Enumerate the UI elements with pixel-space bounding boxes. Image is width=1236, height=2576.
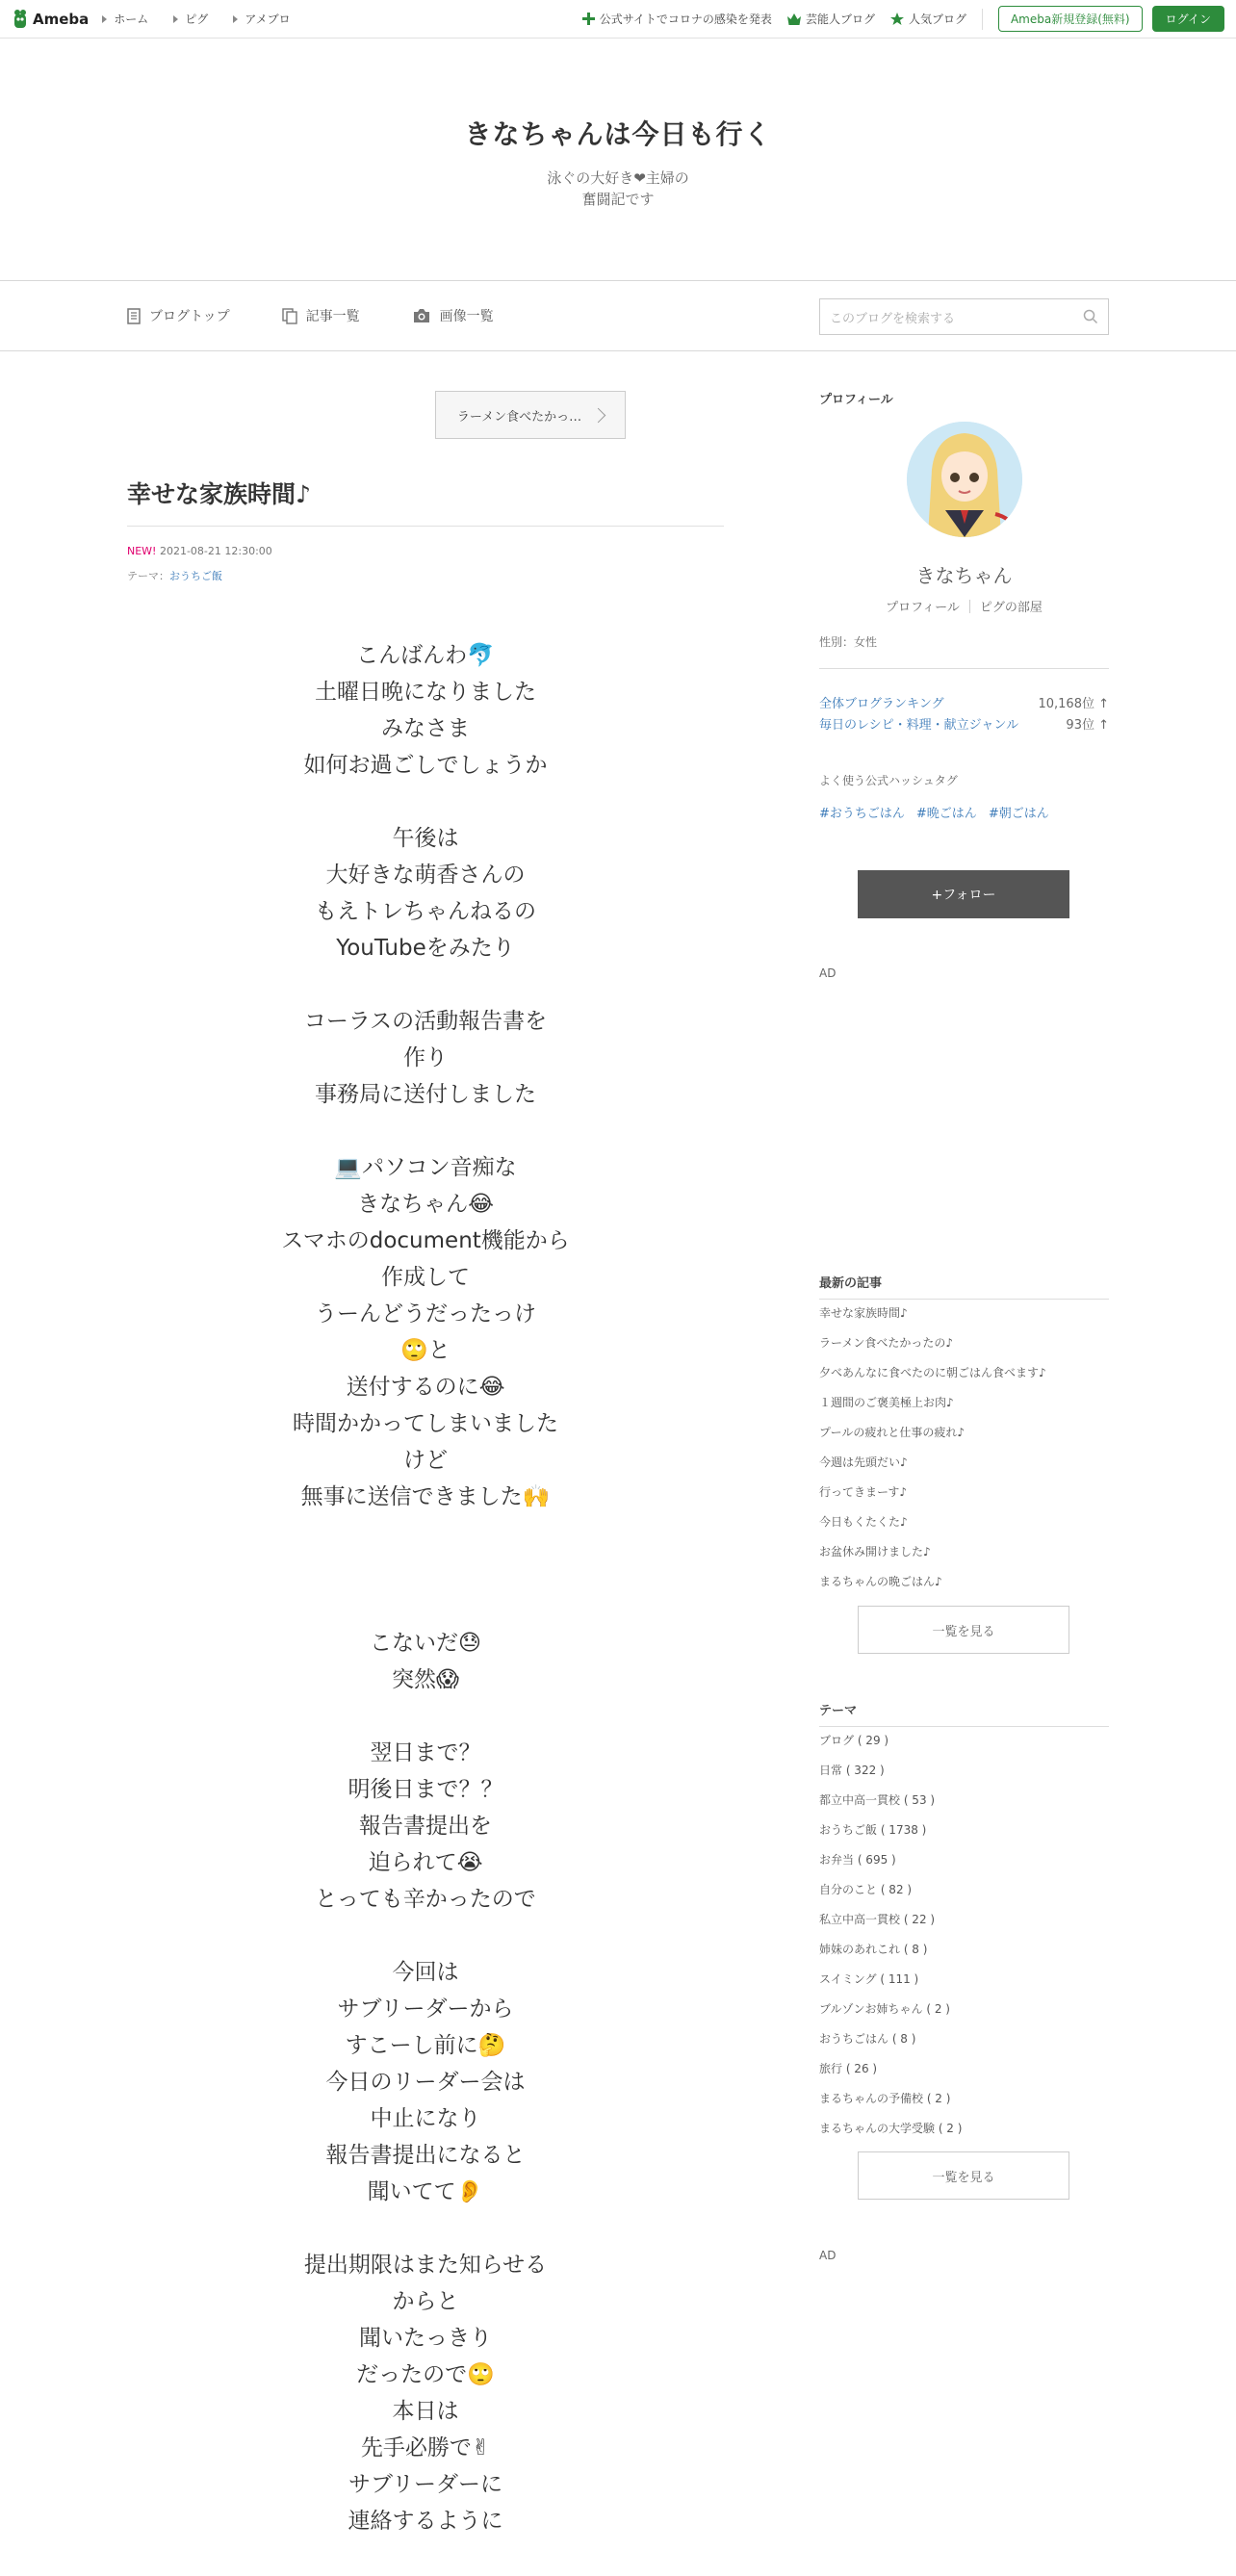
paragraph-gap [127, 2210, 724, 2247]
link-celebrity-label: 芸能人ブログ [805, 13, 875, 26]
entry-body [127, 637, 724, 2576]
see-all-entries-button[interactable]: 一覧を見る [858, 1606, 1069, 1654]
entry-datetime: 2021-08-21 12:30:00 [159, 545, 272, 557]
nav-ameblo-label: アメブロ [245, 13, 291, 26]
pig-room-link[interactable]: ピグの部屋 [979, 601, 1043, 615]
hashtag-link[interactable]: #晩ごはん [915, 807, 977, 821]
hashtag-link[interactable]: #朝ごはん [988, 807, 1049, 821]
entry-line: 土曜日晩になりました [315, 680, 536, 705]
nav-blog-top-label: ブログトップ [149, 309, 230, 324]
entry-line: からと [392, 2289, 459, 2314]
entry-line: 明後日まで？？ [348, 1777, 503, 1802]
theme-label: テーマ： [127, 570, 169, 582]
entry-line: きなちゃん😂 [357, 1192, 494, 1217]
star-icon [890, 13, 904, 26]
blog-description [0, 167, 1236, 210]
profile-heading: プロフィール [819, 393, 893, 407]
crown-icon [787, 13, 801, 25]
entry-line: 突然😱 [392, 1667, 459, 1692]
entry-paragraph [127, 1735, 724, 1918]
recent-entry-link[interactable]: 夕べあんなに食べたのに朝ごはん食べます♪ [819, 1366, 1046, 1379]
search-icon[interactable] [1083, 309, 1098, 324]
divider [819, 668, 1109, 669]
entry-line: 💻パソコン音痴な [334, 1155, 517, 1180]
sidebar [819, 389, 1109, 2262]
theme-link[interactable]: 私立中高一貫校 ( 22 ) [819, 1913, 936, 1926]
entry-line: 提出期限はまた知らせる [303, 2253, 548, 2278]
paragraph-gap [127, 1918, 724, 1954]
entry-line: 先手必勝で✌ [360, 2435, 491, 2460]
entry-line: 午後は [392, 826, 459, 851]
nav-image-list-label: 画像一覧 [439, 309, 494, 324]
entry-line: 迫られて😭 [368, 1850, 483, 1875]
theme-link[interactable]: お弁当 ( 695 ) [819, 1853, 896, 1867]
ameba-mascot-icon [12, 9, 29, 30]
divider [969, 600, 970, 613]
entry-line: 作成して [381, 1265, 470, 1290]
entry-line: 🙄と [400, 1338, 451, 1363]
theme-link[interactable]: 姉妹のあれこれ ( 8 ) [819, 1943, 928, 1956]
recent-entry-link[interactable]: まるちゃんの晩ごはん♪ [819, 1575, 942, 1588]
recent-entry-link[interactable]: 今週は先頭だい♪ [819, 1455, 908, 1469]
ranking-row [819, 693, 1109, 711]
blog-search[interactable] [819, 298, 1109, 335]
paragraph-gap [127, 966, 724, 1003]
ranking-value: 93位 ↑ [1066, 718, 1109, 733]
recent-entry-link[interactable]: 幸せな家族時間♪ [819, 1306, 908, 1320]
theme-link[interactable]: まるちゃんの大学受験 ( 2 ) [819, 2122, 963, 2135]
entry-line: すこーし前に🤔 [345, 2033, 506, 2058]
nav-image-list[interactable] [412, 306, 494, 325]
entry-line: コーラスの活動報告書を [303, 1009, 548, 1034]
entry-line: こないだ😓 [370, 1631, 481, 1656]
entry-line: 今回は [392, 1960, 459, 1985]
new-badge: NEW! [127, 545, 157, 557]
blog-title[interactable]: きなちゃんは今日も行く [464, 118, 772, 150]
previous-entry-label: ラーメン食べたかっ… [456, 409, 582, 425]
theme-link[interactable]: 都立中高一貫校 ( 53 ) [819, 1793, 936, 1807]
entry-line: 作り [403, 1045, 448, 1070]
recent-entry-link[interactable]: プールの疲れと仕事の疲れ♪ [819, 1426, 966, 1439]
entry-line: 送付するのに😂 [346, 1375, 505, 1400]
theme-link[interactable]: 自分のこと ( 82 ) [819, 1883, 913, 1896]
plus-icon [582, 13, 595, 25]
themes-list [819, 1731, 1109, 2149]
entry-line: 本日は [392, 2399, 459, 2424]
blog-header [0, 39, 1236, 281]
recent-entry-link[interactable]: ラーメン食べたかったの♪ [819, 1336, 954, 1350]
paragraph-gap [127, 1515, 724, 1552]
entry-line: 報告書提出になると [325, 2143, 526, 2168]
theme-link[interactable]: おうちごはん ( 8 ) [819, 2032, 916, 2046]
entry-paragraph [127, 1954, 724, 2210]
entry-line: とっても辛かったので [315, 1887, 536, 1912]
title-divider [127, 526, 724, 527]
register-button[interactable]: Ameba新規登録(無料) [998, 6, 1143, 32]
ameba-logo[interactable] [12, 9, 89, 30]
camera-icon [412, 308, 431, 323]
profile-name[interactable]: きなちゃん [915, 564, 1013, 587]
ad-label: AD [819, 2249, 837, 2262]
document-icon [127, 308, 141, 324]
theme-link[interactable]: まるちゃんの予備校 ( 2 ) [819, 2092, 951, 2105]
global-nav [102, 11, 290, 27]
entry-paragraph [127, 820, 724, 966]
entry-line: サブリーダーから [337, 1996, 514, 2022]
global-right [582, 6, 1224, 32]
hashtag-link[interactable]: #おうちごはん [819, 807, 905, 821]
entry-meta [127, 545, 272, 557]
recent-entries-list [819, 1303, 1109, 1602]
theme-link[interactable]: スイミング ( 111 ) [819, 1972, 919, 1986]
ranking-value: 10,168位 ↑ [1038, 697, 1109, 711]
nav-pigg-label: ピグ [185, 13, 209, 26]
entry-line: 聞いたっきり [359, 2326, 492, 2351]
nav-entry-list[interactable] [282, 306, 360, 325]
entry-paragraph [127, 1003, 724, 1113]
entry-line: 如何お過ごしでしょうか [303, 753, 548, 778]
triangle-icon [233, 15, 238, 23]
avatar[interactable] [907, 422, 1022, 537]
entry-line: だったので🙄 [356, 2362, 495, 2387]
theme-link[interactable]: ブルゾンお姉ちゃん ( 2 ) [819, 2002, 950, 2016]
entry-line: みなさま [381, 716, 470, 741]
entry-theme [127, 568, 222, 583]
entry-line: 中止になり [370, 2106, 481, 2131]
theme-link[interactable]: ブログ ( 29 ) [819, 1734, 889, 1747]
entry-line: こんばんわ🐬 [356, 643, 495, 668]
entry-paragraph [127, 637, 724, 784]
entry-title[interactable]: 幸せな家族時間♪ [127, 480, 311, 508]
ranking-row [819, 714, 1109, 733]
theme-link[interactable]: 旅行 ( 26 ) [819, 2062, 878, 2075]
blog-description-line: 泳ぐの大好き❤主婦の [547, 169, 689, 187]
nav-ameblo[interactable] [233, 11, 290, 27]
divider [982, 9, 983, 30]
recent-entry-link[interactable]: 行ってきまーす♪ [819, 1485, 908, 1499]
global-header [0, 0, 1236, 39]
paragraph-gap [127, 1698, 724, 1735]
theme-link[interactable]: 日常 ( 322 ) [819, 1764, 885, 1777]
profile-gender: 性別：女性 [819, 635, 878, 649]
ad-label: AD [819, 966, 837, 980]
entry-line: サブリーダーに [348, 2472, 503, 2497]
entry-paragraph [127, 1625, 724, 1698]
entry-line: うーんどうだったっけ [315, 1301, 536, 1327]
ranking-link[interactable]: 毎日のレシピ・料理・献立ジャンル [819, 718, 1019, 733]
profile-link[interactable]: プロフィール [886, 601, 960, 615]
link-celebrity[interactable] [787, 11, 875, 27]
paragraph-gap [127, 2539, 724, 2576]
entry-line: 今日のリーダー会は [325, 2070, 526, 2095]
entry-line: スマホのdocument機能から [281, 1228, 570, 1253]
link-popular-label: 人気ブログ [908, 13, 966, 26]
recent-entry-link[interactable]: １週間のご褒美極上お肉♪ [819, 1396, 954, 1409]
nav-entry-list-label: 記事一覧 [305, 309, 360, 324]
entry-line [127, 1552, 724, 1588]
entry-line: 時間かかってしまいました [293, 1411, 558, 1436]
entry-line: 翌日まで？ [370, 1740, 481, 1765]
entry-line: 聞いてて👂 [367, 2179, 484, 2204]
nav-home[interactable] [102, 11, 148, 27]
nav-home-label: ホーム [114, 13, 149, 26]
entry-line: 報告書提出を [359, 1814, 492, 1839]
nav-pigg[interactable] [173, 11, 208, 27]
entry-line: YouTubeをみたり [336, 936, 515, 961]
entry-line: 連絡するように [348, 2509, 503, 2534]
recent-entry-link[interactable]: 今日もくたくた♪ [819, 1515, 908, 1529]
avatar-illustration [907, 422, 1022, 537]
recent-entry-link[interactable]: お盆休み開けました♪ [819, 1545, 931, 1558]
hashtag-heading: よく使う公式ハッシュタグ [819, 774, 958, 787]
copy-icon [282, 308, 297, 324]
follow-button[interactable]: +フォロー [858, 870, 1069, 918]
see-all-themes-button[interactable]: 一覧を見る [858, 2151, 1069, 2200]
previous-entry-button[interactable] [435, 391, 626, 439]
ranking-link[interactable]: 全体ブログランキング [819, 697, 944, 711]
login-button[interactable]: ログイン [1152, 6, 1224, 32]
theme-link[interactable]: おうちご飯 [169, 570, 222, 582]
triangle-icon [102, 15, 107, 23]
link-corona[interactable] [582, 11, 772, 27]
logo-text: Ameba [33, 10, 90, 28]
link-corona-label: 公式サイトでコロナの感染を発表 [599, 13, 772, 26]
link-popular[interactable] [890, 11, 966, 27]
paragraph-gap [127, 784, 724, 820]
entry-line: けど [403, 1448, 448, 1473]
search-input[interactable]: このブログを検索する [830, 311, 956, 326]
theme-link[interactable]: おうちご飯 ( 1738 ) [819, 1823, 927, 1837]
themes-heading: テーマ [819, 1700, 1109, 1727]
entry-paragraph [127, 1552, 724, 1588]
recent-entries-heading: 最新の記事 [819, 1273, 1109, 1300]
entry-line: もえトレちゃんねるの [315, 899, 536, 924]
entry-paragraph [127, 2247, 724, 2539]
nav-blog-top[interactable] [127, 306, 230, 325]
blog-nav [0, 281, 1236, 351]
entry-line: 大好きな萌香さんの [325, 863, 526, 888]
blog-description-line: 奮闘記です [581, 191, 655, 208]
hashtag-list [819, 803, 1049, 821]
entry-line: 事務局に送付しました [315, 1082, 536, 1107]
entry-line: 無事に送信できました🙌 [300, 1484, 551, 1509]
paragraph-gap [127, 1113, 724, 1149]
profile-links [819, 597, 1109, 615]
entry-paragraph [127, 1149, 724, 1515]
chevron-right-icon [591, 407, 606, 423]
paragraph-gap [127, 1588, 724, 1625]
triangle-icon [173, 15, 178, 23]
